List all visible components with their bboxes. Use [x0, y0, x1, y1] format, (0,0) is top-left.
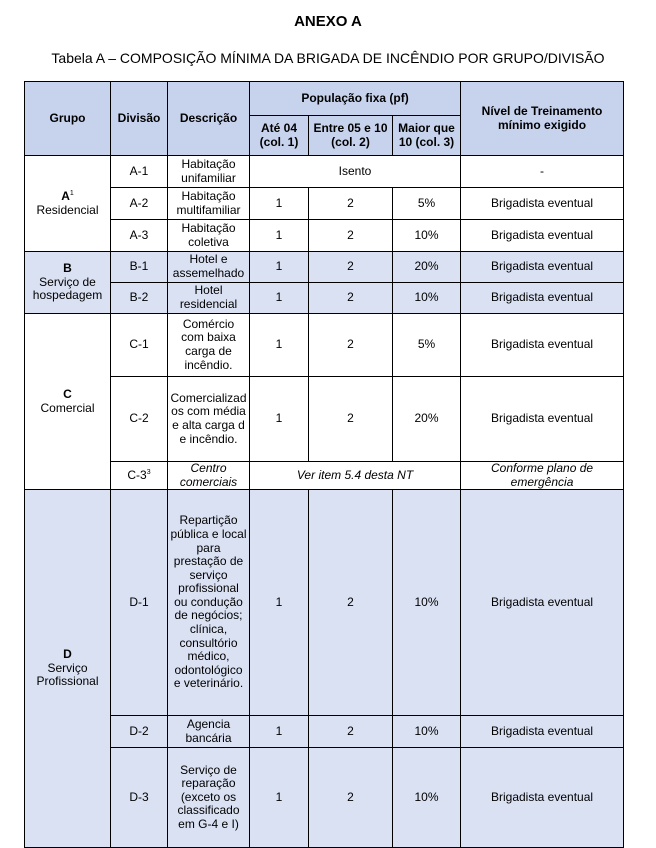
division-cell: A-3 — [111, 220, 168, 252]
col1-cell: 1 — [250, 252, 309, 283]
col2-cell: 2 — [309, 490, 393, 716]
group-b-cell — [25, 252, 111, 314]
col1-cell: 1 — [250, 748, 309, 848]
description-cell: Hotel residencial — [168, 283, 250, 314]
table-row-d1 — [25, 490, 624, 716]
division-cell: C-1 — [111, 314, 168, 377]
division-cell: A-2 — [111, 188, 168, 220]
col3-cell: 5% — [393, 188, 461, 220]
col1-cell: 1 — [250, 188, 309, 220]
col3-cell: 20% — [393, 377, 461, 462]
training-cell: Brigadista eventual — [461, 490, 624, 716]
description-cell: Habitação unifamiliar — [168, 156, 250, 188]
description-cell: Habitação coletiva — [168, 220, 250, 252]
table-row-b1 — [25, 252, 624, 283]
header-row — [25, 82, 624, 116]
col1-cell: 1 — [250, 314, 309, 377]
training-cell: Brigadista eventual — [461, 314, 624, 377]
division-cell — [111, 462, 168, 490]
group-c-cell — [25, 314, 111, 490]
col1-cell: 1 — [250, 220, 309, 252]
description-cell: Serviço de reparação (exceto os classificado em G-4 e I) — [168, 748, 250, 848]
table-row-c2 — [25, 377, 624, 462]
training-cell: Brigadista eventual — [461, 716, 624, 748]
description-cell: Repartição pública e local para prestação de serviço profissional ou condução de negócios; clínica, consultório médico, odontológico e veterinário. — [168, 490, 250, 716]
col1-cell: 1 — [250, 716, 309, 748]
col1-cell: 1 — [250, 283, 309, 314]
division-cell: C-2 — [111, 377, 168, 462]
header-populacao: População fixa (pf) — [250, 82, 461, 116]
table-row-a3 — [25, 220, 624, 252]
header-col2: Entre 05 e 10 (col. 2) — [309, 116, 393, 156]
training-cell: Brigadista eventual — [461, 188, 624, 220]
division-cell: A-1 — [111, 156, 168, 188]
group-letter: D — [63, 647, 72, 662]
training-cell: Brigadista eventual — [461, 283, 624, 314]
group-name: Serviço de hospedagem — [32, 274, 103, 303]
division-cell: B-2 — [111, 283, 168, 314]
header-col1: Até 04 (col. 1) — [250, 116, 309, 156]
description-cell: Centro comerciais — [168, 462, 250, 490]
col2-cell: 2 — [309, 188, 393, 220]
training-cell: Brigadista eventual — [461, 220, 624, 252]
table-row-c1 — [25, 314, 624, 377]
group-a-cell — [25, 156, 111, 252]
table-row-c3 — [25, 462, 624, 490]
division-cell: D-2 — [111, 716, 168, 748]
description-cell: Comércio com baixa carga de incêndio. — [168, 314, 250, 377]
group-d-cell — [25, 490, 111, 848]
header-grupo: Grupo — [25, 82, 111, 156]
table-row-a1 — [25, 156, 624, 188]
table-caption: Tabela A – COMPOSIÇÃO MÍNIMA DA BRIGADA DE INCÊNDIO POR GRUPO/DIVISÃO — [51, 50, 605, 66]
col3-cell: 10% — [393, 748, 461, 848]
col2-cell: 2 — [309, 716, 393, 748]
footnote-mark: 1 — [69, 189, 74, 197]
description-cell: Habitação multifamiliar — [168, 188, 250, 220]
training-cell: Brigadista eventual — [461, 377, 624, 462]
training-cell: Brigadista eventual — [461, 748, 624, 848]
col2-cell: 2 — [309, 283, 393, 314]
col3-cell: 10% — [393, 490, 461, 716]
header-col3: Maior que 10 (col. 3) — [393, 116, 461, 156]
table-row-d2 — [25, 716, 624, 748]
division-cell: B-1 — [111, 252, 168, 283]
merged-cell: Isento — [250, 156, 461, 188]
col2-cell: 2 — [309, 377, 393, 462]
group-letter: C — [63, 387, 72, 401]
col3-cell: 5% — [393, 314, 461, 377]
table-row-b2 — [25, 283, 624, 314]
col1-cell: 1 — [250, 377, 309, 462]
merged-cell: Ver item 5.4 desta NT — [250, 462, 461, 490]
table-row-a2 — [25, 188, 624, 220]
description-cell: Agencia bancária — [168, 716, 250, 748]
col3-cell: 10% — [393, 283, 461, 314]
col1-cell: 1 — [250, 490, 309, 716]
training-cell: - — [461, 156, 624, 188]
header-treinamento: Nível de Treinamento mínimo exigido — [461, 82, 624, 156]
division-cell: D-3 — [111, 748, 168, 848]
annex-title: ANEXO A — [294, 13, 362, 30]
group-letter: B — [63, 261, 72, 276]
col2-cell: 2 — [309, 252, 393, 283]
division-label: C-3 — [127, 467, 147, 482]
description-cell: Comercializados com média e alta carga de incêndio. — [168, 377, 250, 462]
header-descricao: Descrição — [168, 82, 250, 156]
group-name: Comercial — [40, 400, 95, 415]
description-cell: Hotel e assemelhado — [168, 252, 250, 283]
col2-cell: 2 — [309, 220, 393, 252]
division-cell: D-1 — [111, 490, 168, 716]
col3-cell: 20% — [393, 252, 461, 283]
header-divisao: Divisão — [111, 82, 168, 156]
table-row-d3 — [25, 748, 624, 848]
col3-cell: 10% — [393, 716, 461, 748]
brigade-composition-table — [24, 81, 624, 848]
training-cell: Brigadista eventual — [461, 252, 624, 283]
group-name: Serviço Profissional — [36, 660, 99, 689]
group-letter: A — [61, 188, 70, 203]
col2-cell: 2 — [309, 748, 393, 848]
footnote-mark: 3 — [146, 468, 151, 476]
group-name: Residencial — [36, 202, 99, 217]
col2-cell: 2 — [309, 314, 393, 377]
col3-cell: 10% — [393, 220, 461, 252]
training-cell: Conforme plano de emergência — [461, 462, 624, 490]
